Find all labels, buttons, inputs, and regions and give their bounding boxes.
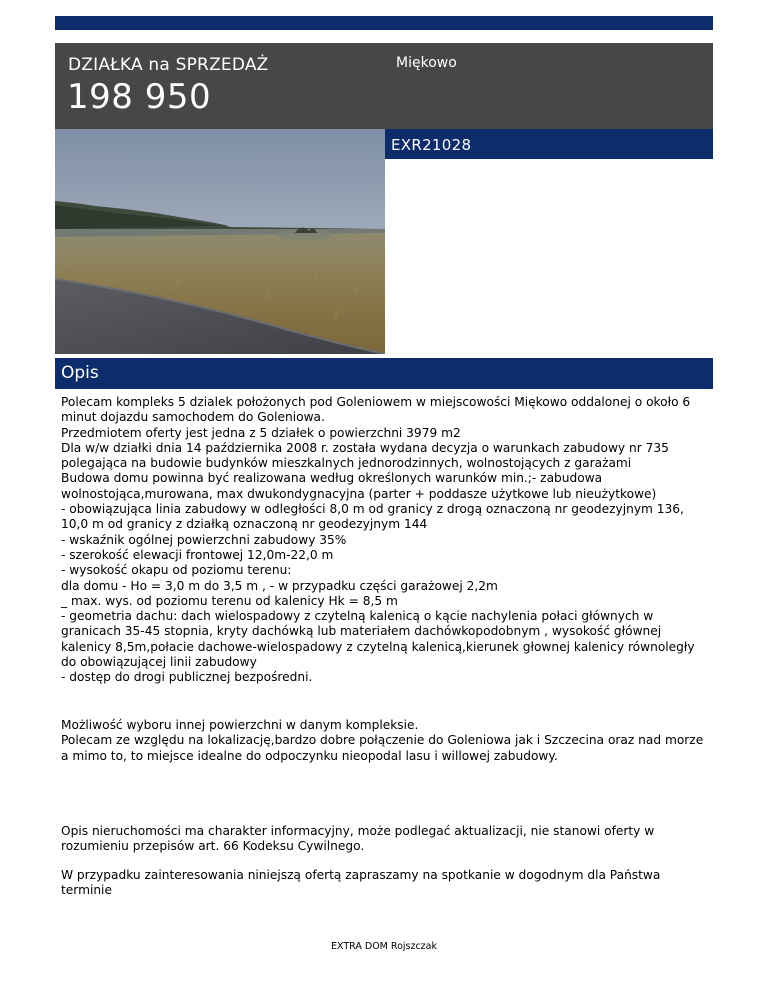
description-main-text: Polecam kompleks 5 dzialek położonych pod Goleniowem w miejscowości Miękowo oddalonej o około 6 minut dojazdu samochodem do Goleniowa. Przedmiotem oferty jest jedna z 5 działek o powierzchni 3979 m2 Dla w/w działki dnia 14 października 2008 r. została wydana decyzja o warunkach zabudowy nr 735 polegająca na budowie budynków mieszkalnych jednorodzinnych, wolnostojących z garażami Budowa domu powinna być realizowana według określonych warunków min.;- zabudowa wolnostojąca,murowana, max dwukondygnacyjna (parter + poddasze użytkowe lub nieużytkowe) - obowiązująca linia zabudowy w odległości 8,0 m od granicy z drogą oznaczoną nr geodezyjnym 136, 10,0 m od granicy z działką oznaczoną nr geodezyjnym 144 - wskaźnik ogólnej powierzchni zabudowy 35% - szerokość elewacji frontowej 12,0m-22,0 m - wysokość okapu od poziomu terenu: dla domu - Ho = 3,0 m do 3,5 m , - w przypadku części garażowej 2,2m _ max. wys. od poziomu terenu od kalenicy Hk = 8,5 m - geometria dachu: dach wielospadowy z czytelną kalenicą o kącie nachylenia połaci głównych w granicach 35-45 stopnia, kryty dachówką lub materiałem dachówkopodobnym , wysokość głównej kalenicy 8,5m,połacie dachowe-wielospadowy z czytelną kalenicą,kierunek głownej kalenicy równoległy do obowiązującej linii zabudowy - dostęp do drogi publicznej bezpośredni. <box>61 395 695 685</box>
offer-header <box>55 43 713 129</box>
reference-bar <box>385 129 713 159</box>
offer-price: 198 950 <box>67 77 212 117</box>
description-main <box>61 395 709 686</box>
field-landscape-image <box>55 129 385 354</box>
top-accent-bar <box>55 16 713 30</box>
description-section-header <box>55 358 713 389</box>
offer-reference: EXR21028 <box>391 136 472 154</box>
offer-location: Miękowo <box>396 55 457 71</box>
section-title: Opis <box>61 363 99 383</box>
property-photo <box>55 129 385 354</box>
offer-type: DZIAŁKA na SPRZEDAŻ <box>68 55 269 75</box>
description-extra: Możliwość wyboru innej powierzchni w danym kompleksie. Polecam ze względu na lokalizację,bardzo dobre połączenie do Goleniowa jak i Szczecina oraz nad morze a mimo to, to miejsce idealne do odpoczynku nieopodal lasu i willowej zabudowy. <box>61 718 704 763</box>
description-invitation: W przypadku zainteresowania niniejszą ofertą zapraszamy na spotkanie w dogodnym dla Państwa terminie <box>61 868 661 898</box>
footer-agency: EXTRA DOM Rojszczak <box>331 941 437 952</box>
description-disclaimer: Opis nieruchomości ma charakter informacyjny, może podlegać aktualizacji, nie stanowi oferty w rozumieniu przepisów art. 66 Kodeksu Cywilnego. <box>61 824 655 854</box>
